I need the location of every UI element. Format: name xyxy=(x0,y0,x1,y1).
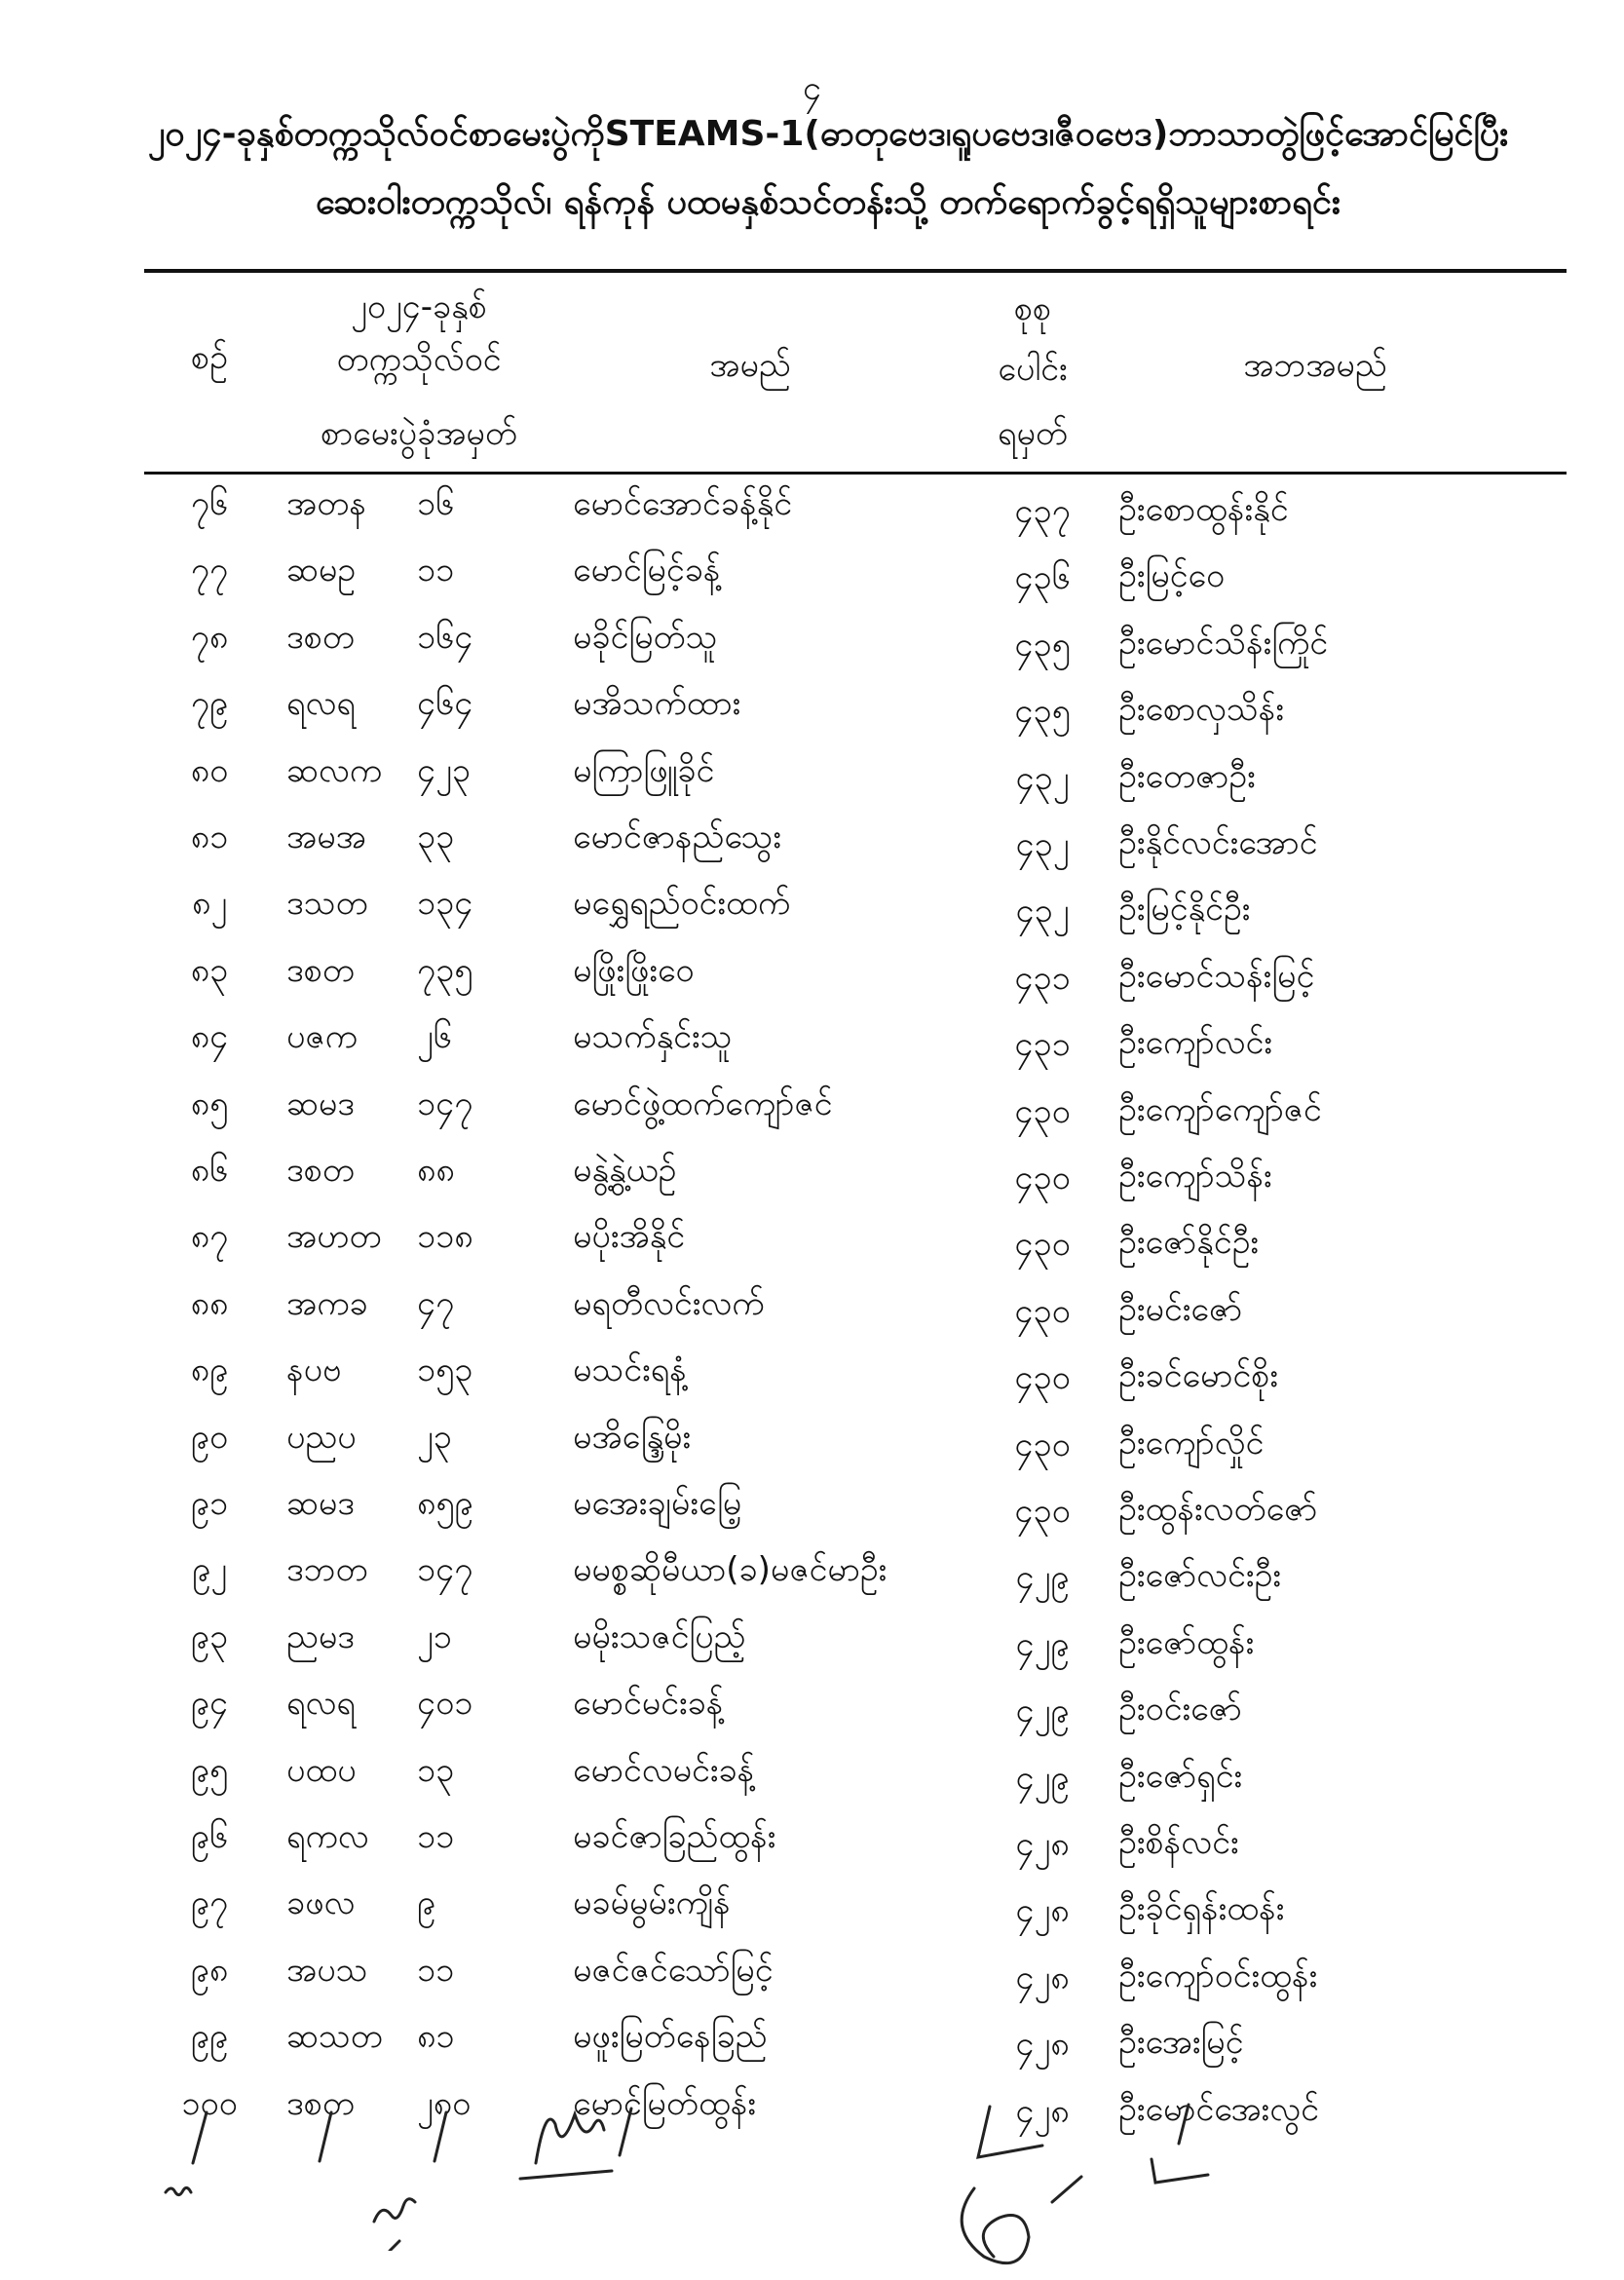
roll-code: ဒစတ xyxy=(286,1151,355,1190)
student-name: မောင်အောင်ခန့်နိုင် xyxy=(573,484,793,523)
total-score: ၄၃၀ xyxy=(1014,1358,1071,1398)
document-title-line1: ၂၀၂၄-ခုနှစ်တက္ကသိုလ်ဝင်စာမေးပွဲကိုSTEAMS-1(ဓာတုဗေဒ၊ရူပဗေဒ၊ဇီဝဗေဒ)ဘာသာတွဲဖြင့်အောင်မြင်ပြီး xyxy=(147,114,1509,154)
roll-code: အမအ xyxy=(286,817,366,856)
roll-number: ၈၅၉ xyxy=(417,1484,473,1523)
roll-number: ၄၆၄ xyxy=(417,684,473,724)
total-score: ၄၃၀ xyxy=(1014,1291,1071,1331)
signature-mark-6 xyxy=(1140,2095,1227,2192)
roll-code: ရကလ xyxy=(286,1817,369,1856)
father-name: ဦးခင်မောင်စိုး xyxy=(1118,1356,1278,1396)
row-number: ၈၆ xyxy=(190,1151,229,1190)
roll-number: ၈၁ xyxy=(417,2017,455,2057)
father-name: ဦးကျော်ကျော်ဇင် xyxy=(1118,1089,1322,1129)
total-score: ၄၃၅ xyxy=(1014,625,1071,665)
father-name: ဦးစိန်လင်း xyxy=(1118,1823,1239,1862)
father-name: ဦးမင်းဇော် xyxy=(1118,1289,1243,1329)
student-name: မောင်ဇာနည်သွေး xyxy=(573,817,782,856)
roll-number: ၇၃၅ xyxy=(417,950,473,990)
roll-number: ၁၁ xyxy=(417,1950,455,1990)
roll-number: ၄၀၁ xyxy=(417,1684,473,1724)
total-score: ၄၃၂ xyxy=(1015,825,1070,864)
row-number: ၉၈ xyxy=(190,1950,229,1990)
row-number: ၉၄ xyxy=(190,1684,229,1724)
student-name: မသင်းရနံ့ xyxy=(573,1350,687,1390)
roll-code: ရလရ xyxy=(286,684,356,724)
row-number: ၈၃ xyxy=(190,950,229,990)
roll-number: ၁၅၃ xyxy=(417,1350,473,1390)
header-roll-line3: စာမေးပွဲခုံအမှတ် xyxy=(321,414,517,453)
student-name: မခင်ဇာခြည်ထွန်း xyxy=(573,1817,776,1856)
page-number: ၄ xyxy=(802,69,822,108)
row-number: ၇၈ xyxy=(190,617,229,657)
header-score-line2: ပေါင်း xyxy=(998,350,1068,389)
total-score: ၄၂၉ xyxy=(1015,1624,1070,1664)
row-number: ၁၀၀ xyxy=(181,2083,238,2123)
roll-code: အတန xyxy=(286,484,366,523)
father-name: ဦးမောင်အေးလွင် xyxy=(1118,2089,1319,2129)
roll-code: ဆမဥ xyxy=(286,551,357,590)
total-score: ၄၂၈ xyxy=(1015,1957,1070,1997)
student-name: မမိုးသဇင်ပြည့် xyxy=(573,1616,746,1656)
father-name: ဦးမြင့်ဝေ xyxy=(1118,556,1226,596)
student-name: မဖူးမြတ်နေခြည် xyxy=(573,2017,768,2057)
father-name: ဦးထွန်းလတ်ဇော် xyxy=(1118,1490,1318,1529)
total-score: ၄၃၅ xyxy=(1014,692,1071,732)
table-header-rule xyxy=(144,472,1567,475)
total-score: ၄၃၀ xyxy=(1014,1159,1071,1197)
total-score: ၄၂၈ xyxy=(1015,2025,1070,2065)
row-number: ၉၀ xyxy=(190,1417,229,1457)
roll-code: ပဇက xyxy=(286,1017,358,1057)
table-top-rule xyxy=(144,269,1567,273)
father-name: ဦးခိုင်ရှန်းထန်း xyxy=(1118,1889,1285,1929)
father-name: ဦးဇော်နိုင်ဦး xyxy=(1118,1223,1260,1263)
row-number: ၇၉ xyxy=(190,684,229,724)
father-name: ဦးကျော်ဝင်းထွန်း xyxy=(1118,1956,1318,1995)
roll-code: ဒစတ xyxy=(286,617,355,657)
header-no: စဉ် xyxy=(191,338,228,377)
total-score: ၄၃၁ xyxy=(1014,958,1071,998)
total-score: ၄၃၂ xyxy=(1015,758,1070,798)
roll-number: ၁၆ xyxy=(417,484,455,523)
roll-number: ၂၈၀ xyxy=(417,2083,472,2123)
student-name: မောင်လမင်းခန့် xyxy=(573,1750,755,1790)
student-name: မအေးချမ်းမြေ့ xyxy=(573,1484,742,1523)
student-name: မောင်မြတ်ထွန်း xyxy=(573,2083,757,2123)
student-name: မဇင်ဇင်သော်မြင့် xyxy=(573,1950,774,1990)
row-number: ၇၆ xyxy=(190,484,229,523)
father-name: ဦးမြင့်နိုင်ဦး xyxy=(1118,890,1251,930)
row-number: ၉၆ xyxy=(190,1817,229,1856)
roll-code: ဒစတ xyxy=(286,2083,355,2123)
student-name: မမစ္စဆိုမီယာ(ခ)မဇင်မာဦး xyxy=(573,1550,888,1590)
signature-mark-5 xyxy=(935,2095,1091,2280)
total-score: ၄၃၂ xyxy=(1015,892,1070,931)
father-name: ဦးဇော်ရှင်း xyxy=(1118,1756,1243,1796)
row-number: ၈၂ xyxy=(191,884,228,924)
roll-number: ၉ xyxy=(417,1883,436,1923)
row-number: ၈၅ xyxy=(190,1083,229,1123)
row-number: ၈၁ xyxy=(190,817,229,856)
student-name: မခိုင်မြတ်သူ xyxy=(573,617,718,657)
document-title-line2: ဆေးဝါးတက္ကသိုလ်၊ ရန်ကုန် ပထမနှစ်သင်တန်းသို့ တက်ရောက်ခွင့်ရရှိသူများစာရင်း xyxy=(315,182,1341,222)
roll-code: နပဗ xyxy=(286,1350,342,1390)
roll-number: ၃၃ xyxy=(417,817,455,856)
roll-code: ခဖလ xyxy=(286,1883,356,1923)
row-number: ၈၄ xyxy=(190,1017,229,1057)
roll-number: ၁၆၄ xyxy=(417,617,473,657)
father-name: ဦးစောလှသိန်း xyxy=(1118,690,1285,730)
total-score: ၄၃၇ xyxy=(1014,492,1071,531)
student-name: မရွှေရည်ဝင်းထက် xyxy=(573,884,791,924)
student-name: မောင်ဖွဲ့ထက်ကျော်ဇင် xyxy=(573,1083,833,1123)
total-score: ၄၃၀ xyxy=(1014,1492,1071,1531)
father-name: ဦးကျော်လှိုင် xyxy=(1118,1423,1265,1463)
roll-number: ၁၄၇ xyxy=(417,1550,473,1590)
roll-number: ၂၁ xyxy=(417,1616,452,1656)
father-name: ဦးဇော်လင်းဦး xyxy=(1118,1556,1282,1596)
father-name: ဦးနိုင်လင်းအောင် xyxy=(1118,823,1318,862)
father-name: ဦးတေဇာဦး xyxy=(1118,756,1256,796)
father-name: ဦးအေးမြင့် xyxy=(1118,2023,1244,2063)
row-number: ၉၁ xyxy=(190,1484,229,1523)
student-name: မဖြိုးဖြိုးဝေ xyxy=(573,950,695,990)
father-name: ဦးဇော်ထွန်း xyxy=(1118,1622,1255,1662)
roll-code: ပညပ xyxy=(286,1417,357,1457)
total-score: ၄၃၀ xyxy=(1014,1091,1071,1131)
header-score-line1: စုစု xyxy=(1013,289,1052,328)
row-number: ၉၃ xyxy=(190,1616,229,1656)
roll-code: ဆလက xyxy=(286,750,383,790)
father-name: ဦးကျော်သိန်း xyxy=(1118,1157,1272,1196)
roll-code: ဒစတ xyxy=(286,950,355,990)
father-name: ဦးဝင်းဇော် xyxy=(1118,1690,1242,1729)
row-number: ၉၉ xyxy=(190,2017,229,2057)
row-number: ၇၇ xyxy=(190,551,229,590)
signature-mark-2 xyxy=(292,2105,351,2183)
roll-code: ဒသတ xyxy=(286,884,368,924)
student-name: မကြာဖြူခိုင် xyxy=(573,750,715,790)
roll-number: ၈၈ xyxy=(417,1151,455,1190)
row-number: ၈၀ xyxy=(190,750,229,790)
roll-number: ၂၆ xyxy=(417,1017,452,1057)
roll-code: အဟတ xyxy=(286,1217,382,1257)
total-score: ၄၂၉ xyxy=(1015,1558,1070,1598)
father-name: ဦးမောင်သိန်းကြိုင် xyxy=(1118,623,1329,663)
total-score: ၄၂၈ xyxy=(1015,1825,1070,1864)
header-roll-line1: ၂၀၂၄-ခုနှစ် xyxy=(351,287,487,326)
roll-number: ၁၁ xyxy=(417,1817,455,1856)
total-score: ၄၃၀ xyxy=(1014,1225,1071,1265)
roll-code: ပထပ xyxy=(286,1750,357,1790)
student-name: မအိန္ဒြေမိုး xyxy=(573,1417,692,1457)
roll-number: ၄၂၃ xyxy=(417,750,471,790)
row-number: ၉၂ xyxy=(192,1550,227,1590)
row-number: ၉၅ xyxy=(190,1750,229,1790)
total-score: ၄၂၉ xyxy=(1015,1691,1070,1731)
total-score: ၄၃၁ xyxy=(1014,1025,1071,1065)
roll-number: ၁၄၇ xyxy=(417,1083,473,1123)
row-number: ၈၈ xyxy=(190,1283,229,1323)
roll-number: ၂၃ xyxy=(417,1417,452,1457)
roll-code: အပသ xyxy=(286,1950,368,1990)
father-name: ဦးကျော်လင်း xyxy=(1118,1023,1272,1063)
total-score: ၄၂၈ xyxy=(1015,1891,1070,1931)
total-score: ၄၃၀ xyxy=(1014,1425,1071,1464)
total-score: ၄၃၆ xyxy=(1014,558,1071,598)
roll-code: ဆမဒ xyxy=(286,1083,356,1123)
roll-number: ၁၃ xyxy=(417,1750,455,1790)
student-name: မခမ်မွမ်းကျိန် xyxy=(573,1883,731,1923)
roll-number: ၄၇ xyxy=(417,1283,455,1323)
header-name: အမည် xyxy=(709,346,791,385)
header-score-line3: ရမှတ် xyxy=(997,414,1069,453)
total-score: ၄၂၉ xyxy=(1015,1758,1070,1798)
row-number: ၉၇ xyxy=(190,1883,229,1923)
signature-mark-4 xyxy=(507,2095,653,2192)
father-name: ဦးမောင်သန်းမြင့် xyxy=(1118,956,1315,996)
student-name: မနွဲ့နွဲ့ယဉ် xyxy=(573,1151,677,1190)
total-score: ၄၂၈ xyxy=(1015,2091,1070,2131)
roll-code: အကခ xyxy=(286,1283,368,1323)
roll-code: ညမဒ xyxy=(286,1616,356,1656)
roll-number: ၁၃၄ xyxy=(417,884,473,924)
student-name: မောင်မင်းခန့် xyxy=(573,1684,724,1724)
roll-number: ၁၁၈ xyxy=(417,1217,473,1257)
header-father: အဘအမည် xyxy=(1243,346,1387,385)
roll-code: ရလရ xyxy=(286,1684,356,1724)
student-name: မသက်နှင်းသူ xyxy=(573,1017,733,1057)
roll-number: ၁၁ xyxy=(417,551,455,590)
student-name: မောင်မြင့်ခန့် xyxy=(573,551,721,590)
student-name: မရတီလင်းလက် xyxy=(573,1283,765,1323)
signature-mark-1 xyxy=(146,2105,234,2212)
student-name: မပိုးအိနိုင် xyxy=(573,1217,686,1257)
roll-code: ဆမဒ xyxy=(286,1484,356,1523)
header-roll-line2: တက္ကသိုလ်ဝင် xyxy=(336,340,502,379)
father-name: ဦးစောထွန်းနိုင် xyxy=(1118,490,1289,529)
row-number: ၈၇ xyxy=(190,1217,229,1257)
roll-code: ဆသတ xyxy=(286,2017,383,2057)
row-number: ၈၉ xyxy=(190,1350,229,1390)
roll-code: ဒဘတ xyxy=(286,1550,368,1590)
student-name: မအိသက်ထား xyxy=(573,684,741,724)
signature-mark-3 xyxy=(360,2105,458,2251)
